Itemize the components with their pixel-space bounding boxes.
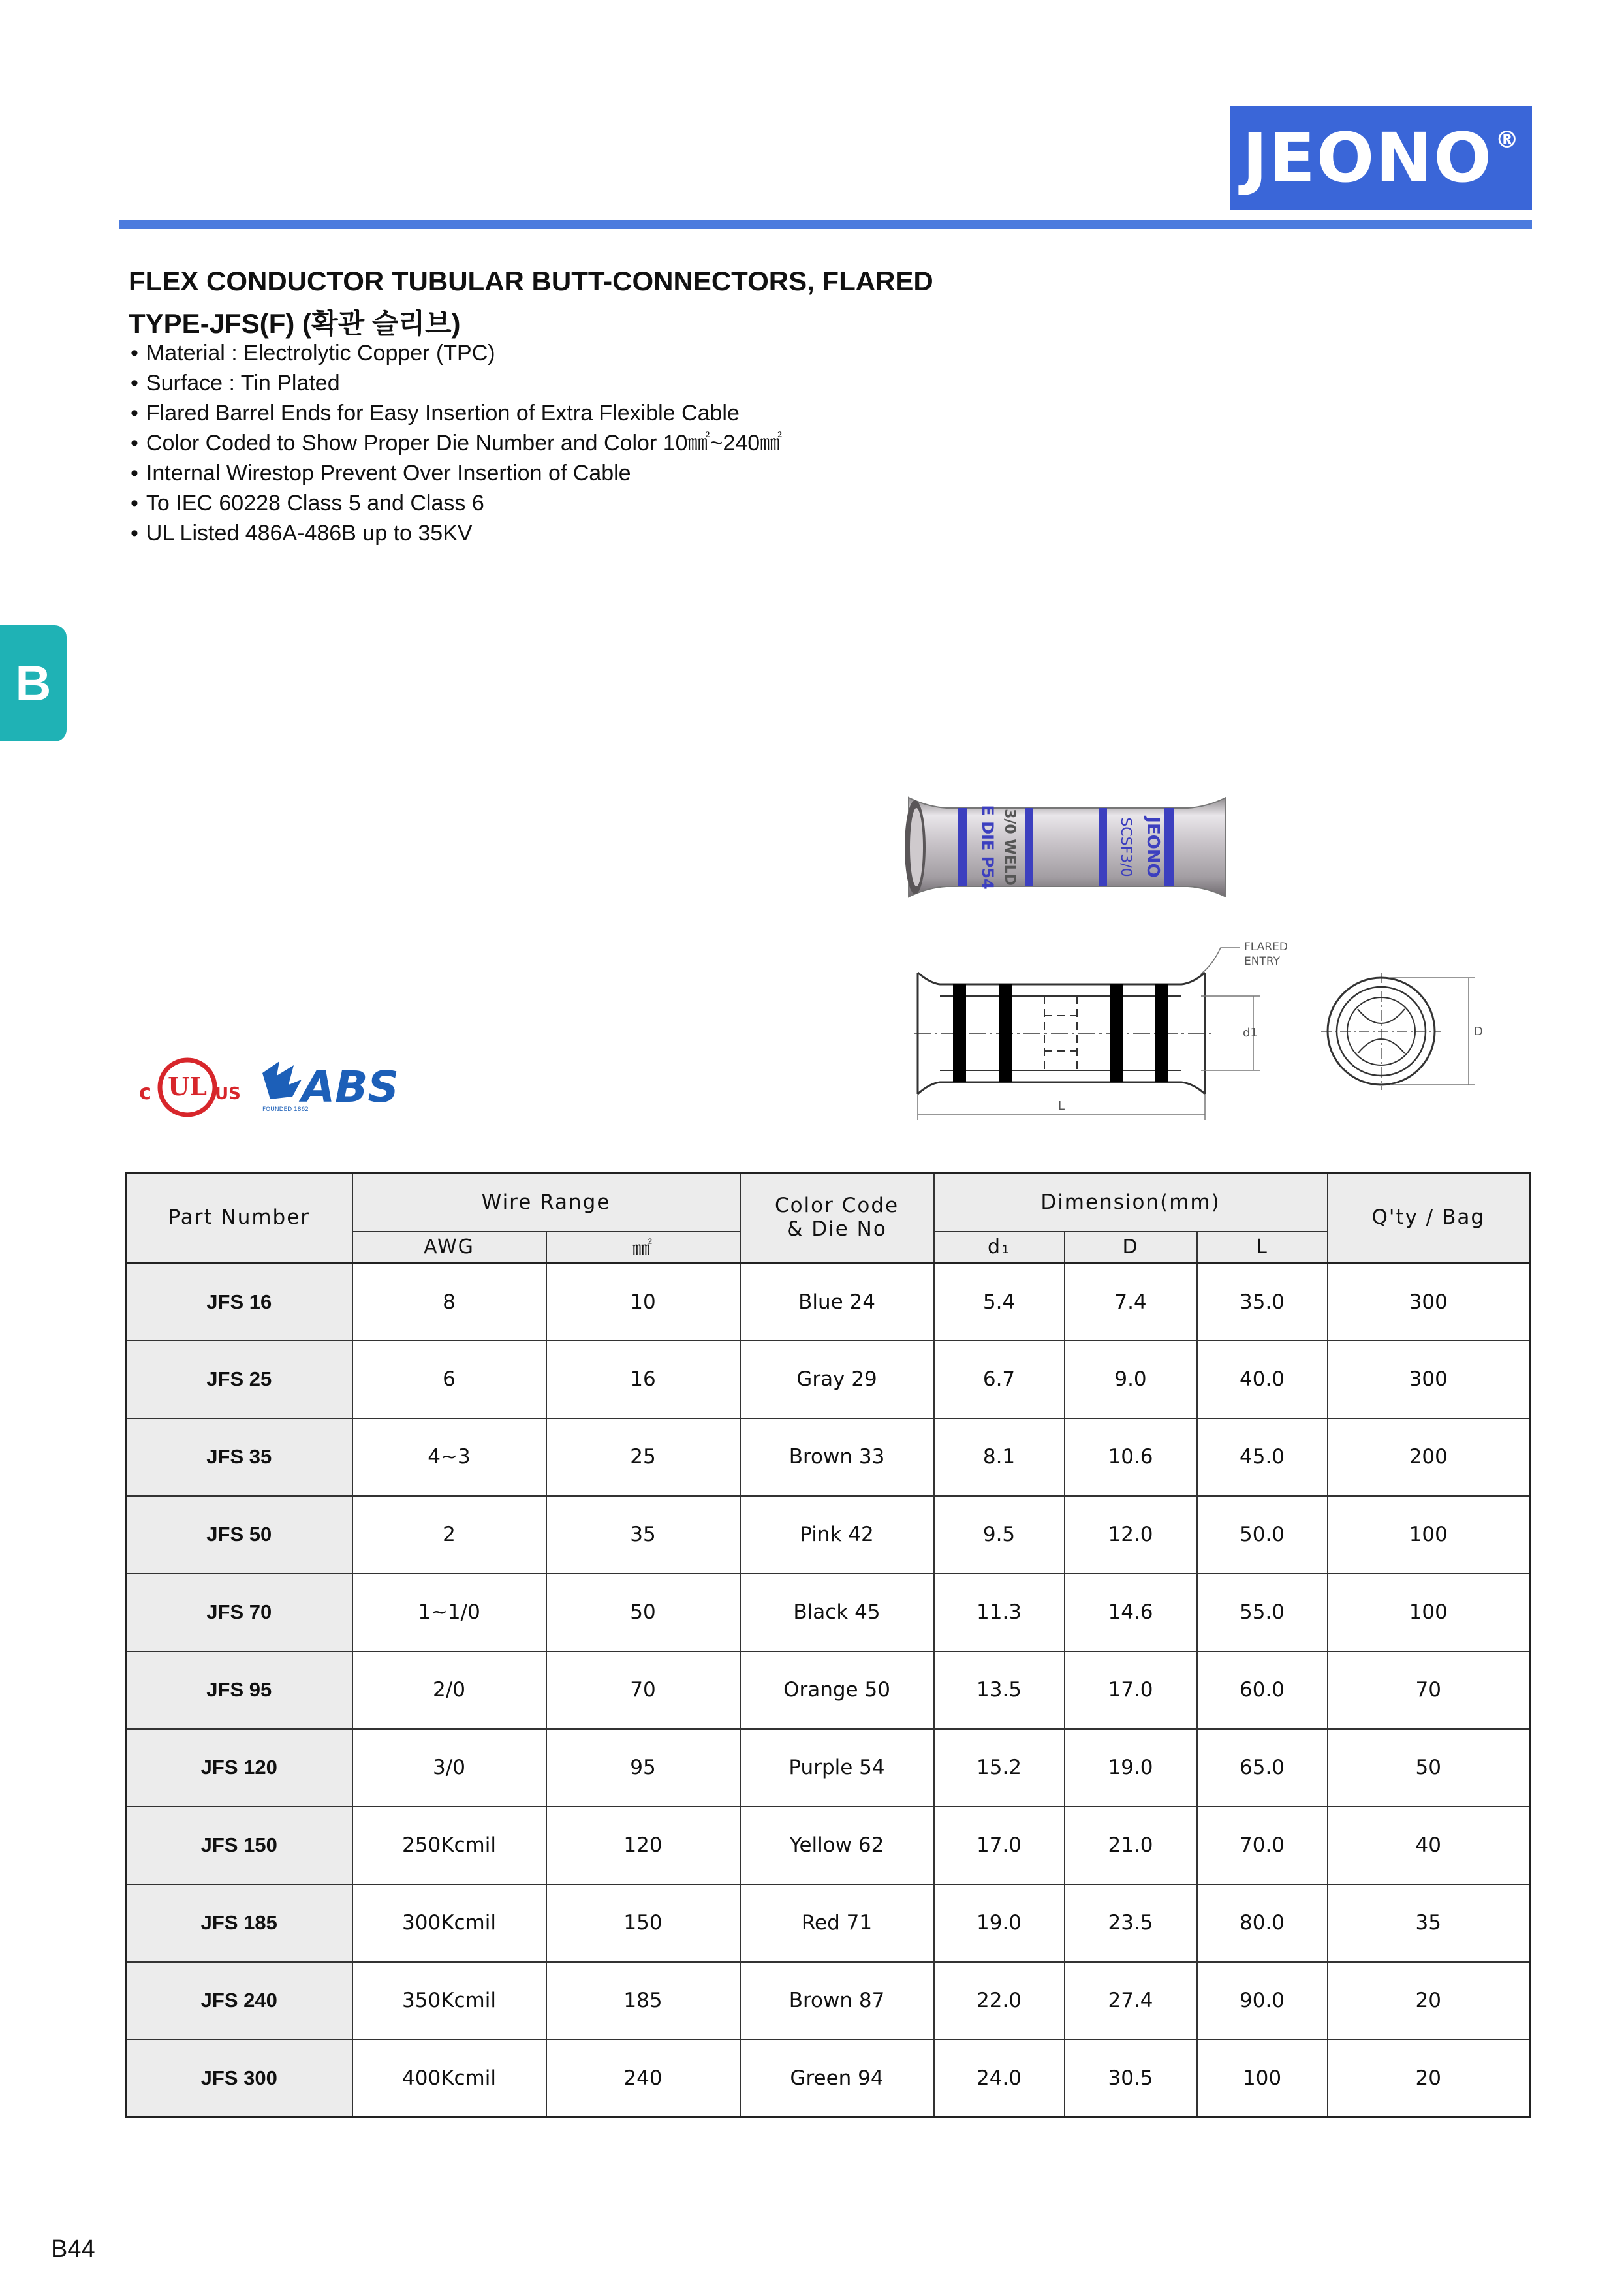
part-number-cell: JFS 120 <box>126 1729 352 1807</box>
header-d1: d₁ <box>934 1232 1065 1263</box>
header-dimension: Dimension(mm) <box>934 1173 1328 1232</box>
table-row <box>126 1263 1530 1341</box>
abs-founded-text: FOUNDED 1862 <box>262 1106 309 1113</box>
table-row <box>126 1574 1530 1651</box>
header-color-code <box>740 1173 934 1263</box>
D-cell: 27.4 <box>1065 1962 1197 2040</box>
mm2-cell: 185 <box>546 1962 740 2040</box>
color-code-cell: Orange 50 <box>740 1651 934 1729</box>
abs-text: ABS <box>302 1062 399 1112</box>
d1-cell: 13.5 <box>934 1651 1065 1729</box>
color-code-cell: Blue 24 <box>740 1263 934 1341</box>
feature-item: • Surface : Tin Plated <box>131 368 782 398</box>
qty-cell: 200 <box>1328 1418 1530 1496</box>
awg-cell: 2 <box>352 1496 546 1574</box>
brand-name: JEONO <box>1242 118 1493 198</box>
qty-cell: 20 <box>1328 1962 1530 2040</box>
photo-label: JEONO <box>1143 817 1163 878</box>
color-code-cell: Brown 33 <box>740 1418 934 1496</box>
mm2-cell: 120 <box>546 1807 740 1884</box>
technical-drawing <box>914 939 1501 1128</box>
header-rule <box>119 220 1532 229</box>
D-cell: 12.0 <box>1065 1496 1197 1574</box>
registered-mark: ® <box>1495 126 1520 153</box>
d1-cell: 22.0 <box>934 1962 1065 2040</box>
qty-cell: 40 <box>1328 1807 1530 1884</box>
header-mm2: ㎟ <box>546 1232 740 1263</box>
mm2-cell: 95 <box>546 1729 740 1807</box>
page-number: B44 <box>51 2236 95 2263</box>
ul-us-text: US <box>215 1084 241 1104</box>
D-cell: 30.5 <box>1065 2040 1197 2117</box>
color-code-cell: Purple 54 <box>740 1729 934 1807</box>
feature-item: • Material : Electrolytic Copper (TPC) <box>131 338 782 368</box>
feature-item: • Internal Wirestop Prevent Over Insertion of Cable <box>131 458 782 488</box>
table-row <box>126 1496 1530 1574</box>
d1-cell: 6.7 <box>934 1341 1065 1418</box>
brand-logo <box>1230 106 1532 210</box>
mm2-cell: 35 <box>546 1496 740 1574</box>
awg-cell: 2/0 <box>352 1651 546 1729</box>
product-type: TYPE-JFS(F) (확관 슬리브) <box>129 308 461 339</box>
section-tab: B <box>0 625 67 741</box>
color-code-cell: Brown 87 <box>740 1962 934 2040</box>
D-cell: 10.6 <box>1065 1418 1197 1496</box>
D-cell: 9.0 <box>1065 1341 1197 1418</box>
d1-cell: 9.5 <box>934 1496 1065 1574</box>
header-D: D <box>1065 1232 1197 1263</box>
dimension-D-label: D <box>1474 1025 1483 1038</box>
mm2-cell: 16 <box>546 1341 740 1418</box>
d1-cell: 15.2 <box>934 1729 1065 1807</box>
d1-cell: 24.0 <box>934 2040 1065 2117</box>
header-L: L <box>1197 1232 1328 1263</box>
L-cell: 45.0 <box>1197 1418 1328 1496</box>
D-cell: 23.5 <box>1065 1884 1197 1962</box>
awg-cell: 400Kcmil <box>352 2040 546 2117</box>
L-cell: 60.0 <box>1197 1651 1328 1729</box>
D-cell: 7.4 <box>1065 1263 1197 1341</box>
header-part-number: Part Number <box>126 1173 352 1263</box>
mm2-cell: 25 <box>546 1418 740 1496</box>
L-cell: 40.0 <box>1197 1341 1328 1418</box>
mm2-cell: 150 <box>546 1884 740 1962</box>
part-number-cell: JFS 150 <box>126 1807 352 1884</box>
part-number-cell: JFS 300 <box>126 2040 352 2117</box>
flared-entry-label: FLARED <box>1244 941 1288 954</box>
table-row <box>126 1651 1530 1729</box>
L-cell: 90.0 <box>1197 1962 1328 2040</box>
awg-cell: 300Kcmil <box>352 1884 546 1962</box>
dimension-L-label: L <box>1057 1099 1065 1113</box>
mm2-cell: 70 <box>546 1651 740 1729</box>
qty-cell: 300 <box>1328 1341 1530 1418</box>
color-code-cell: Pink 42 <box>740 1496 934 1574</box>
header-color-code-line: Color Code <box>774 1194 899 1218</box>
L-cell: 50.0 <box>1197 1496 1328 1574</box>
part-number-cell: JFS 50 <box>126 1496 352 1574</box>
awg-cell: 3/0 <box>352 1729 546 1807</box>
part-number-cell: JFS 70 <box>126 1574 352 1651</box>
L-cell: 35.0 <box>1197 1263 1328 1341</box>
L-cell: 55.0 <box>1197 1574 1328 1651</box>
feature-item: • UL Listed 486A-486B up to 35KV <box>131 518 782 548</box>
qty-cell: 300 <box>1328 1263 1530 1341</box>
mm2-cell: 240 <box>546 2040 740 2117</box>
qty-cell: 50 <box>1328 1729 1530 1807</box>
awg-cell: 6 <box>352 1341 546 1418</box>
flared-entry-label: ENTRY <box>1244 955 1280 968</box>
d1-cell: 17.0 <box>934 1807 1065 1884</box>
table-row <box>126 2040 1530 2117</box>
table-row <box>126 1729 1530 1807</box>
mm2-cell: 10 <box>546 1263 740 1341</box>
dimension-d1-label: d1 <box>1243 1026 1258 1040</box>
d1-cell: 11.3 <box>934 1574 1065 1651</box>
table-row <box>126 1884 1530 1962</box>
color-code-cell: Green 94 <box>740 2040 934 2117</box>
ul-c-text: c <box>139 1080 151 1104</box>
feature-item: • Flared Barrel Ends for Easy Insertion of Extra Flexible Cable <box>131 398 782 428</box>
color-code-cell: Gray 29 <box>740 1341 934 1418</box>
qty-cell: 70 <box>1328 1651 1530 1729</box>
photo-label: SCSF3/0 <box>1117 817 1134 877</box>
feature-item: • To IEC 60228 Class 5 and Class 6 <box>131 488 782 518</box>
header-color-code-line: & Die No <box>787 1217 887 1241</box>
d1-cell: 8.1 <box>934 1418 1065 1496</box>
awg-cell: 4~3 <box>352 1418 546 1496</box>
header-awg: AWG <box>352 1232 546 1263</box>
d1-cell: 19.0 <box>934 1884 1065 1962</box>
feature-list <box>131 338 782 548</box>
color-code-cell: Red 71 <box>740 1884 934 1962</box>
D-cell: 21.0 <box>1065 1807 1197 1884</box>
mm2-cell: 50 <box>546 1574 740 1651</box>
D-cell: 14.6 <box>1065 1574 1197 1651</box>
color-code-cell: Yellow 62 <box>740 1807 934 1884</box>
product-title: FLEX CONDUCTOR TUBULAR BUTT-CONNECTORS, FLARED <box>129 266 933 296</box>
part-number-cell: JFS 16 <box>126 1263 352 1341</box>
table-row <box>126 1807 1530 1884</box>
qty-cell: 100 <box>1328 1496 1530 1574</box>
d1-cell: 5.4 <box>934 1263 1065 1341</box>
awg-cell: 1~1/0 <box>352 1574 546 1651</box>
table-row <box>126 1962 1530 2040</box>
awg-cell: 350Kcmil <box>352 1962 546 2040</box>
table-row <box>126 1341 1530 1418</box>
L-cell: 65.0 <box>1197 1729 1328 1807</box>
part-number-cell: JFS 240 <box>126 1962 352 2040</box>
L-cell: 70.0 <box>1197 1807 1328 1884</box>
header-wire-range: Wire Range <box>352 1173 740 1232</box>
part-number-cell: JFS 35 <box>126 1418 352 1496</box>
abs-logo <box>260 1053 410 1116</box>
photo-label: 3/0 WELD <box>1001 809 1018 886</box>
qty-cell: 20 <box>1328 2040 1530 2117</box>
L-cell: 80.0 <box>1197 1884 1328 1962</box>
product-photo <box>901 788 1234 906</box>
photo-label: E DIE P54 <box>978 805 997 890</box>
color-code-cell: Black 45 <box>740 1574 934 1651</box>
ul-text: UL <box>168 1072 207 1101</box>
awg-cell: 250Kcmil <box>352 1807 546 1884</box>
qty-cell: 100 <box>1328 1574 1530 1651</box>
D-cell: 19.0 <box>1065 1729 1197 1807</box>
parts-table-body <box>126 1263 1530 2117</box>
feature-item: • Color Coded to Show Proper Die Number and Color 10㎟~240㎟ <box>131 428 782 458</box>
L-cell: 100 <box>1197 2040 1328 2117</box>
parts-table <box>125 1172 1531 2118</box>
header-qty: Q'ty / Bag <box>1328 1173 1530 1263</box>
qty-cell: 35 <box>1328 1884 1530 1962</box>
D-cell: 17.0 <box>1065 1651 1197 1729</box>
part-number-cell: JFS 95 <box>126 1651 352 1729</box>
ul-listed-logo <box>134 1052 245 1124</box>
table-row <box>126 1418 1530 1496</box>
awg-cell: 8 <box>352 1263 546 1341</box>
part-number-cell: JFS 185 <box>126 1884 352 1962</box>
part-number-cell: JFS 25 <box>126 1341 352 1418</box>
